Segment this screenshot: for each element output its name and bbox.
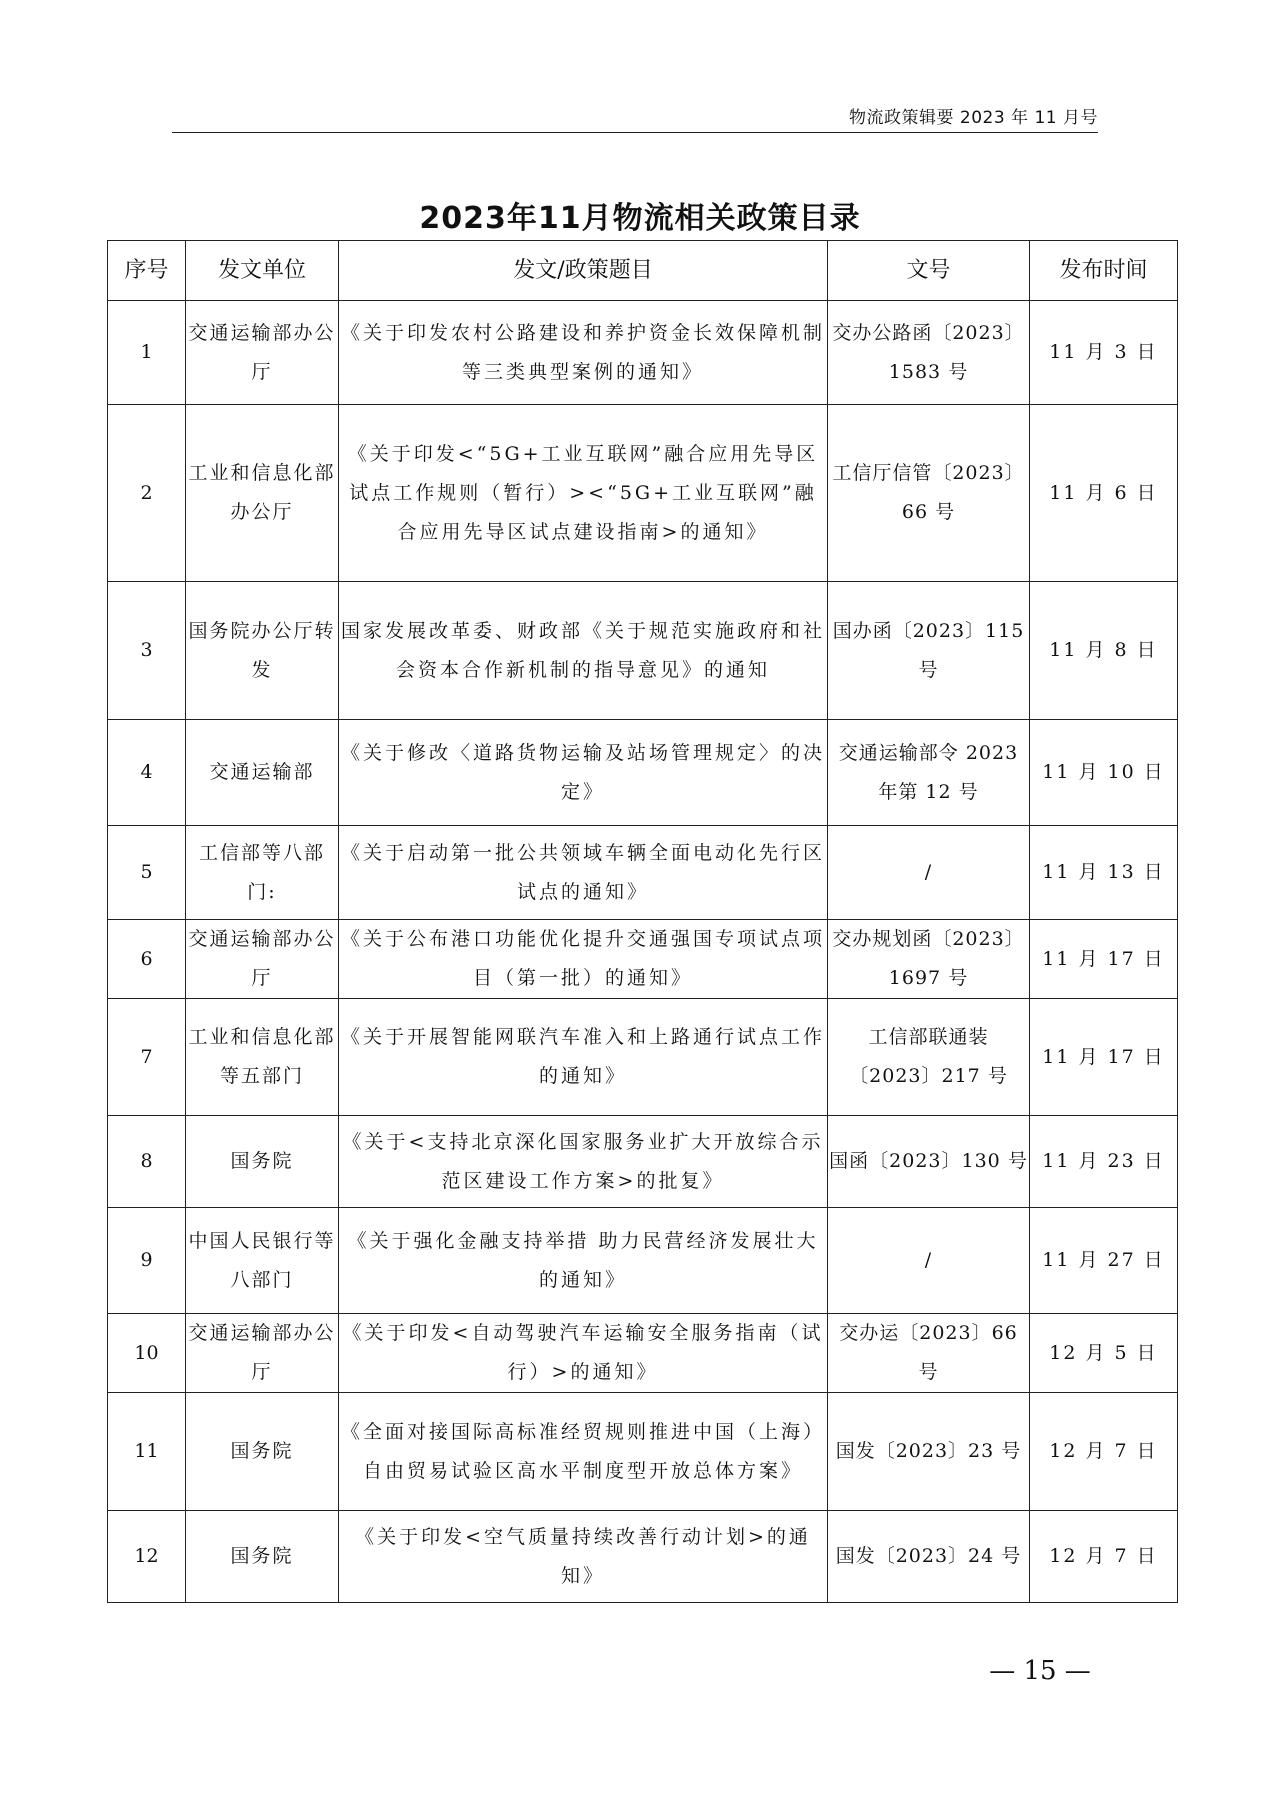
row-unit: 交通运输部 — [186, 720, 339, 826]
row-date: 12 月 7 日 — [1030, 1511, 1178, 1603]
header-date: 发布时间 — [1030, 241, 1178, 301]
row-date: 12 月 5 日 — [1030, 1314, 1178, 1393]
header-doc-no: 文号 — [828, 241, 1030, 301]
row-unit: 国务院 — [186, 1116, 339, 1208]
row-date: 11 月 23 日 — [1030, 1116, 1178, 1208]
row-title: 《关于印发<“5G+工业互联网”融合应用先导区试点工作规则（暂行）><“5G+工业互联网”融合应用先导区试点建设指南>的通知》 — [339, 405, 828, 582]
table-row — [108, 920, 1178, 999]
row-unit: 国务院办公厅转发 — [186, 582, 339, 720]
row-date: 11 月 17 日 — [1030, 920, 1178, 999]
row-index: 2 — [108, 405, 186, 582]
row-index: 12 — [108, 1511, 186, 1603]
row-doc-no: 国函〔2023〕130 号 — [828, 1116, 1030, 1208]
row-title: 《全面对接国际高标准经贸规则推进中国（上海）自由贸易试验区高水平制度型开放总体方案》 — [339, 1393, 828, 1511]
table-header-row — [108, 241, 1178, 301]
row-doc-no: 交办运〔2023〕66 号 — [828, 1314, 1030, 1393]
row-unit: 工业和信息化部办公厅 — [186, 405, 339, 582]
row-date: 11 月 17 日 — [1030, 999, 1178, 1116]
row-index: 6 — [108, 920, 186, 999]
table-row — [108, 405, 1178, 582]
row-date: 11 月 3 日 — [1030, 301, 1178, 405]
row-index: 3 — [108, 582, 186, 720]
table-row — [108, 720, 1178, 826]
row-doc-no: / — [828, 826, 1030, 920]
row-index: 5 — [108, 826, 186, 920]
document-title: 2023年11月物流相关政策目录 — [419, 201, 861, 236]
header-unit: 发文单位 — [186, 241, 339, 301]
row-title: 《关于强化金融支持举措 助力民营经济发展壮大的通知》 — [339, 1208, 828, 1314]
row-unit: 工业和信息化部等五部门 — [186, 999, 339, 1116]
row-index: 1 — [108, 301, 186, 405]
policy-table — [107, 240, 1178, 1603]
row-doc-no: 工信部联通装〔2023〕217 号 — [828, 999, 1030, 1116]
table-row — [108, 826, 1178, 920]
row-title: 《关于印发<自动驾驶汽车运输安全服务指南（试行）>的通知》 — [339, 1314, 828, 1393]
row-title: 《关于开展智能网联汽车准入和上路通行试点工作的通知》 — [339, 999, 828, 1116]
row-index: 4 — [108, 720, 186, 826]
row-doc-no: 交办公路函〔2023〕1583 号 — [828, 301, 1030, 405]
row-index: 8 — [108, 1116, 186, 1208]
row-index: 7 — [108, 999, 186, 1116]
row-doc-no: 国发〔2023〕23 号 — [828, 1393, 1030, 1511]
row-unit: 交通运输部办公厅 — [186, 301, 339, 405]
row-date: 11 月 27 日 — [1030, 1208, 1178, 1314]
row-unit: 国务院 — [186, 1511, 339, 1603]
row-title: 《关于印发农村公路建设和养护资金长效保障机制等三类典型案例的通知》 — [339, 301, 828, 405]
table-row — [108, 301, 1178, 405]
row-index: 11 — [108, 1393, 186, 1511]
row-title: 《关于修改〈道路货物运输及站场管理规定〉的决定》 — [339, 720, 828, 826]
row-doc-no: / — [828, 1208, 1030, 1314]
row-index: 9 — [108, 1208, 186, 1314]
row-date: 11 月 13 日 — [1030, 826, 1178, 920]
table-row — [108, 1208, 1178, 1314]
row-title: 国家发展改革委、财政部《关于规范实施政府和社会资本合作新机制的指导意见》的通知 — [339, 582, 828, 720]
table-row — [108, 999, 1178, 1116]
row-doc-no: 国发〔2023〕24 号 — [828, 1511, 1030, 1603]
row-date: 11 月 8 日 — [1030, 582, 1178, 720]
row-date: 11 月 10 日 — [1030, 720, 1178, 826]
row-unit: 工信部等八部门: — [186, 826, 339, 920]
row-doc-no: 国办函〔2023〕115 号 — [828, 582, 1030, 720]
row-title: 《关于<支持北京深化国家服务业扩大开放综合示范区建设工作方案>的批复》 — [339, 1116, 828, 1208]
header-rule — [172, 132, 1098, 133]
page-number: — 15 — — [989, 1656, 1091, 1686]
row-unit: 交通运输部办公厅 — [186, 1314, 339, 1393]
row-doc-no: 工信厅信管〔2023〕66 号 — [828, 405, 1030, 582]
table-row — [108, 1116, 1178, 1208]
row-title: 《关于公布港口功能优化提升交通强国专项试点项目（第一批）的通知》 — [339, 920, 828, 999]
row-unit: 交通运输部办公厅 — [186, 920, 339, 999]
row-title: 《关于启动第一批公共领域车辆全面电动化先行区试点的通知》 — [339, 826, 828, 920]
row-doc-no: 交通运输部令 2023 年第 12 号 — [828, 720, 1030, 826]
running-header: 物流政策辑要 2023 年 11 月号 — [848, 108, 1098, 128]
table-row — [108, 1511, 1178, 1603]
table-row — [108, 582, 1178, 720]
row-doc-no: 交办规划函〔2023〕1697 号 — [828, 920, 1030, 999]
row-index: 10 — [108, 1314, 186, 1393]
row-title: 《关于印发<空气质量持续改善行动计划>的通知》 — [339, 1511, 828, 1603]
table-row — [108, 1314, 1178, 1393]
table-row — [108, 1393, 1178, 1511]
row-unit: 中国人民银行等八部门 — [186, 1208, 339, 1314]
header-title: 发文/政策题目 — [339, 241, 828, 301]
row-unit: 国务院 — [186, 1393, 339, 1511]
row-date: 11 月 6 日 — [1030, 405, 1178, 582]
row-date: 12 月 7 日 — [1030, 1393, 1178, 1511]
header-index: 序号 — [108, 241, 186, 301]
